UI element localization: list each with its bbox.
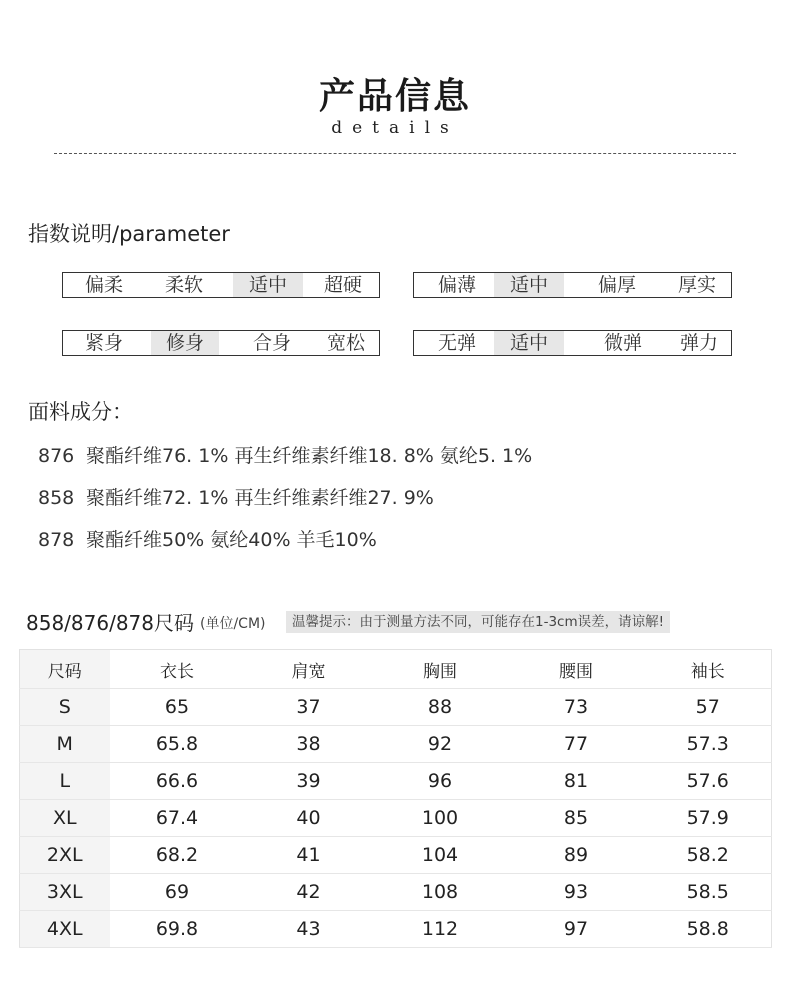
size-label-cell: 2XL bbox=[20, 837, 110, 874]
fit-scale bbox=[62, 330, 380, 356]
fabric-composition: 聚酯纤维72. 1% 再生纤维素纤维27. 9% bbox=[86, 487, 434, 509]
fabric-code: 878 bbox=[38, 529, 75, 551]
table-cell: 93 bbox=[508, 874, 645, 911]
elasticity-scale bbox=[413, 330, 732, 356]
scale-option: 适中 bbox=[233, 273, 303, 297]
scale-option: 宽松 bbox=[326, 332, 365, 354]
size-label-cell: 3XL bbox=[20, 874, 110, 911]
size-chart-heading: 858/876/878尺码 bbox=[26, 611, 194, 635]
table-cell: 37 bbox=[245, 689, 373, 726]
table-cell: 38 bbox=[245, 726, 373, 763]
table-cell: 69 bbox=[110, 874, 245, 911]
size-label-cell: L bbox=[20, 763, 110, 800]
scale-option: 适中 bbox=[494, 273, 564, 297]
table-row bbox=[20, 837, 772, 874]
size-label-cell: 4XL bbox=[20, 911, 110, 948]
scale-option: 合身 bbox=[252, 332, 291, 354]
table-header-row bbox=[20, 650, 772, 689]
table-cell: 58.5 bbox=[645, 874, 772, 911]
table-cell: 41 bbox=[245, 837, 373, 874]
table-row bbox=[20, 800, 772, 837]
fabric-code: 858 bbox=[38, 487, 75, 509]
fabric-composition: 聚酯纤维50% 氨纶40% 羊毛10% bbox=[86, 529, 377, 551]
column-header: 衣长 bbox=[110, 650, 245, 689]
table-cell: 66.6 bbox=[110, 763, 245, 800]
table-row bbox=[20, 763, 772, 800]
table-row bbox=[20, 911, 772, 948]
table-cell: 42 bbox=[245, 874, 373, 911]
dashed-divider bbox=[54, 153, 736, 154]
size-label-cell: M bbox=[20, 726, 110, 763]
column-header: 胸围 bbox=[373, 650, 508, 689]
table-cell: 57 bbox=[645, 689, 772, 726]
column-header: 腰围 bbox=[508, 650, 645, 689]
fabric-line bbox=[38, 483, 434, 510]
table-cell: 65 bbox=[110, 689, 245, 726]
table-cell: 92 bbox=[373, 726, 508, 763]
size-label-cell: XL bbox=[20, 800, 110, 837]
table-cell: 85 bbox=[508, 800, 645, 837]
fabric-line bbox=[38, 525, 377, 552]
table-cell: 57.6 bbox=[645, 763, 772, 800]
softness-scale bbox=[62, 272, 380, 298]
table-cell: 100 bbox=[373, 800, 508, 837]
column-header: 尺码 bbox=[20, 650, 110, 689]
scale-option: 无弹 bbox=[437, 332, 476, 354]
table-cell: 73 bbox=[508, 689, 645, 726]
table-cell: 57.3 bbox=[645, 726, 772, 763]
scale-option: 超硬 bbox=[323, 274, 362, 296]
table-row bbox=[20, 726, 772, 763]
table-cell: 88 bbox=[373, 689, 508, 726]
table-cell: 58.2 bbox=[645, 837, 772, 874]
table-cell: 81 bbox=[508, 763, 645, 800]
table-row bbox=[20, 689, 772, 726]
table-cell: 39 bbox=[245, 763, 373, 800]
scale-option: 弹力 bbox=[679, 332, 718, 354]
scale-option: 偏薄 bbox=[437, 274, 476, 296]
size-chart-unit: (单位/CM) bbox=[200, 616, 266, 632]
page-title: 产品信息 bbox=[318, 76, 471, 117]
table-cell: 40 bbox=[245, 800, 373, 837]
fabric-composition: 聚酯纤维76. 1% 再生纤维素纤维18. 8% 氨纶5. 1% bbox=[86, 445, 533, 467]
table-cell: 108 bbox=[373, 874, 508, 911]
page-subtitle: details bbox=[331, 118, 459, 138]
table-cell: 89 bbox=[508, 837, 645, 874]
scale-option: 紧身 bbox=[84, 332, 123, 354]
table-cell: 57.9 bbox=[645, 800, 772, 837]
table-cell: 96 bbox=[373, 763, 508, 800]
scale-option: 偏厚 bbox=[597, 274, 636, 296]
table-cell: 67.4 bbox=[110, 800, 245, 837]
table-cell: 43 bbox=[245, 911, 373, 948]
table-cell: 68.2 bbox=[110, 837, 245, 874]
scale-option: 柔软 bbox=[164, 274, 203, 296]
scale-option: 偏柔 bbox=[84, 274, 123, 296]
scale-option: 厚实 bbox=[677, 274, 716, 296]
table-cell: 97 bbox=[508, 911, 645, 948]
fabric-code: 876 bbox=[38, 445, 75, 467]
table-cell: 112 bbox=[373, 911, 508, 948]
size-label-cell: S bbox=[20, 689, 110, 726]
fabric-heading: 面料成分： bbox=[28, 400, 133, 424]
table-row bbox=[20, 874, 772, 911]
table-cell: 77 bbox=[508, 726, 645, 763]
table-cell: 104 bbox=[373, 837, 508, 874]
table-cell: 58.8 bbox=[645, 911, 772, 948]
size-chart-note: 温馨提示：由于测量方法不同，可能存在1-3cm误差，请谅解! bbox=[286, 611, 670, 633]
fabric-line bbox=[38, 441, 532, 468]
scale-option: 适中 bbox=[494, 331, 564, 355]
parameter-heading: 指数说明/parameter bbox=[28, 222, 230, 246]
size-table bbox=[19, 649, 772, 948]
thickness-scale bbox=[413, 272, 732, 298]
table-cell: 65.8 bbox=[110, 726, 245, 763]
scale-option: 微弹 bbox=[603, 332, 642, 354]
column-header: 袖长 bbox=[645, 650, 772, 689]
table-cell: 69.8 bbox=[110, 911, 245, 948]
scale-option: 修身 bbox=[151, 331, 219, 355]
column-header: 肩宽 bbox=[245, 650, 373, 689]
